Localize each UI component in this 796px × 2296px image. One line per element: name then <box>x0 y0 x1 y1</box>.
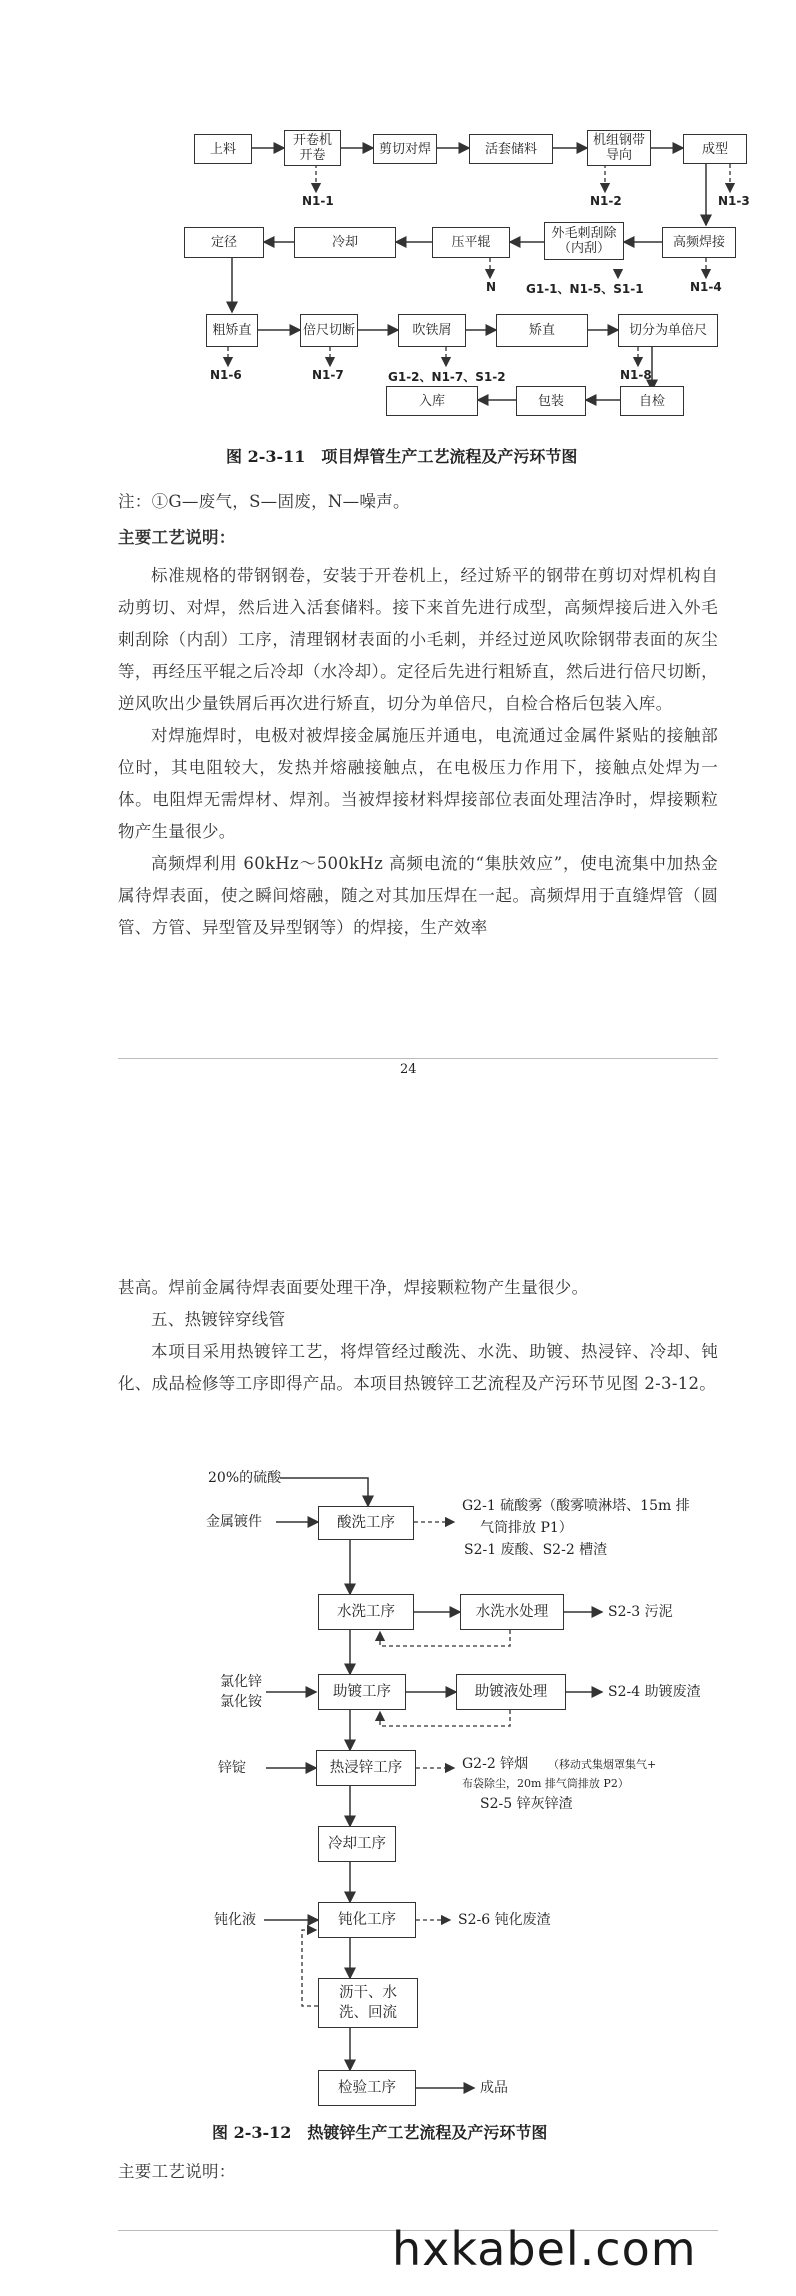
flow2-input-metal: 金属镀件 <box>206 1514 262 1530</box>
flow1-box-chengxing: 成型 <box>683 134 747 164</box>
page2-body <box>118 1272 718 1400</box>
flow2-box-suanxi: 酸洗工序 <box>318 1506 414 1540</box>
flow2-box-dunhua: 钝化工序 <box>318 1902 416 1938</box>
flow1-label-n: N <box>486 280 497 294</box>
flow1-box-yaping: 压平辊 <box>432 227 510 258</box>
note: 注：①G—废气，S—固废，N—噪声。 <box>118 492 410 511</box>
flow2-connectors <box>0 1460 796 2160</box>
flow2-output-s2-1: S2-1 废酸、S2-2 槽渣 <box>464 1542 608 1558</box>
paragraph: 甚高。焊前金属待焊表面要处理干净，焊接颗粒物产生量很少。 <box>118 1278 589 1297</box>
flow1-box-lengque: 冷却 <box>294 227 396 258</box>
flow1-box-chuiqi: 吹铁屑 <box>398 314 466 347</box>
flow1-label-n1-8: N1-8 <box>620 368 652 382</box>
flow2-box-jianyan: 检验工序 <box>318 2070 416 2106</box>
flow2-output-g2-1-line1: G2-1 硫酸雾（酸雾喷淋塔、15m 排 <box>462 1498 690 1514</box>
footer-rule <box>118 1058 718 1059</box>
flow1-box-baozhuang: 包装 <box>516 386 586 416</box>
heading-text: 主要工艺说明： <box>118 2162 236 2181</box>
flow2-output-g2-1-line2: 气筒排放 P1） <box>480 1520 573 1536</box>
flow1-label-g1-1: G1-1、N1-5、S1-1 <box>526 282 644 296</box>
paragraph: 对焊施焊时，电极对被焊接金属施压并通电，电流通过金属件紧贴的接触部位时，其电阻较大，发热并熔融接触点，在电极压力作用下，接触点处焊为一体。电阻焊无需焊材、焊剂。当被焊接材料焊接部位表面处理洁净时，焊接颗粒物产生量很少。 <box>118 726 718 841</box>
flow1-box-cujiaozhi: 粗矫直 <box>206 314 258 347</box>
flow1-label-n1-6: N1-6 <box>210 368 242 382</box>
flow1-box-dingjing: 定径 <box>184 227 264 258</box>
flow1-label-n1-4: N1-4 <box>690 280 722 294</box>
flow2-box-shuixi: 水洗工序 <box>318 1594 414 1630</box>
watermark: hxkabel.com <box>392 2222 697 2276</box>
flow1-box-jianqie: 剪切对焊 <box>373 134 437 164</box>
flow1-box-jiaozhi: 矫直 <box>496 314 588 347</box>
flow2-output-s2-6: S2-6 钝化废渣 <box>458 1912 551 1928</box>
flow2-box-lengque: 冷却工序 <box>318 1826 396 1862</box>
flow1-box-huotao: 活套储料 <box>469 134 553 164</box>
flow2-input-passivation: 钝化液 <box>214 1912 256 1928</box>
paragraph: 本项目采用热镀锌工艺，将焊管经过酸洗、水洗、助镀、热浸锌、冷却、钝化、成品检修等工序即得产品。本项目热镀锌工艺流程及产污环节见图 2-3-12。 <box>118 1342 718 1393</box>
flow1-box-qiefen: 切分为单倍尺 <box>618 314 718 347</box>
flow1-box-jizu: 机组钢带 导向 <box>587 130 651 166</box>
flow2-output-g2-2-note2: 布袋除尘，20m 排气筒排放 P2） <box>462 1777 629 1790</box>
figure-caption-2-3-12: 图 2-3-12 热镀锌生产工艺流程及产污环节图 <box>212 2123 548 2142</box>
flow2-output-g2-2-note1: （移动式集烟罩集气+ <box>548 1758 657 1771</box>
flow2-box-zhudu: 助镀工序 <box>318 1674 406 1710</box>
flow1-box-gaopin: 高频焊接 <box>662 227 736 258</box>
heading-process-description-1 <box>118 522 718 554</box>
page1-body <box>118 560 718 944</box>
flow1-label-g1-2: G1-2、N1-7、S1-2 <box>388 370 506 384</box>
flow2-output-s2-5: S2-5 锌灰锌渣 <box>480 1796 573 1812</box>
flow1-label-n1-1: N1-1 <box>302 194 334 208</box>
flow2-input-zinc: 锌锭 <box>218 1760 246 1776</box>
figure-caption-2-3-11: 图 2-3-11 项目焊管生产工艺流程及产污环节图 <box>226 447 578 466</box>
flow2-output-s2-4: S2-4 助镀废渣 <box>608 1684 701 1700</box>
page-number: 24 <box>400 1062 417 1077</box>
flow2-output-g2-2: G2-2 锌烟 <box>462 1756 529 1772</box>
flow1-box-waimaoci: 外毛刺刮除 （内刮） <box>544 222 624 260</box>
flow1-label-n1-3: N1-3 <box>718 194 750 208</box>
flow1-box-beichi: 倍尺切断 <box>300 314 358 347</box>
flow1-label-n1-7: N1-7 <box>312 368 344 382</box>
paragraph: 高频焊利用 60kHz～500kHz 高频电流的“集肤效应”，使电流集中加热金属待焊表面，使之瞬间熔融，随之对其加压焊在一起。高频焊用于直缝焊管（圆管、方管、异型管及异型钢等）的焊接，生产效率 <box>118 854 718 937</box>
flow2-input-flux-zncl: 氯化锌 <box>220 1674 262 1690</box>
flow1-box-shangliao: 上料 <box>194 134 252 164</box>
flow2-box-ligan: 沥干、水 洗、回流 <box>318 1978 418 2028</box>
flow1-box-zijian: 自检 <box>620 386 684 416</box>
flow2-box-zhuduye: 助镀液处理 <box>456 1674 566 1710</box>
paragraph: 标准规格的带钢钢卷，安装于开卷机上，经过矫平的钢带在剪切对焊机构自动剪切、对焊，然后进入活套储料。接下来首先进行成型，高频焊接后进入外毛刺刮除（内刮）工序，清理钢材表面的小毛刺，并经过逆风吹除钢带表面的灰尘等，再经压平辊之后冷却（水冷却）。定径后先进行粗矫直，然后进行倍尺切断，逆风吹出少量铁屑后再次进行矫直，切分为单倍尺，自检合格后包装入库。 <box>118 566 718 713</box>
flow2-input-acid: 20%的硫酸 <box>208 1470 282 1486</box>
heading-process-description-2 <box>118 2156 718 2188</box>
section-heading: 五、热镀锌穿线管 <box>151 1310 286 1329</box>
flow2-input-flux-nh4cl: 氯化铵 <box>220 1694 262 1710</box>
flow2-output-product: 成品 <box>480 2080 508 2096</box>
flow2-box-shuichuli: 水洗水处理 <box>460 1594 564 1630</box>
flow1-box-ruku: 入库 <box>386 386 478 416</box>
flow2-output-s2-3: S2-3 污泥 <box>608 1604 673 1620</box>
note-text <box>118 486 718 518</box>
flow1-box-kaijuan: 开卷机 开卷 <box>284 130 341 166</box>
flow1-label-n1-2: N1-2 <box>590 194 622 208</box>
heading-text: 主要工艺说明： <box>118 528 236 547</box>
flow2-box-rejin: 热浸锌工序 <box>316 1750 416 1786</box>
